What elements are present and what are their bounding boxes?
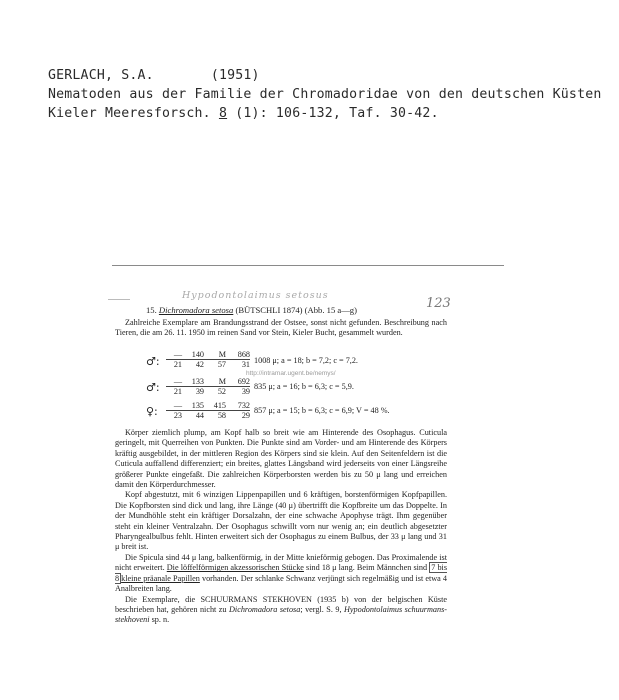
citation-volume: 8 bbox=[218, 106, 228, 121]
separator-line bbox=[112, 265, 504, 266]
formula-stats: 835 μ; a = 16; b = 6,3; c = 5,9. bbox=[254, 382, 354, 391]
intro-paragraph: Zahlreiche Exemplare am Brandungsstrand der Ostsee, sonst nicht gefunden. Beschreibung nach Tieren, die am 26. 11. 1950 im reinen Sand vor Stein, Kieler Bucht, gesammelt wurden. bbox=[115, 318, 447, 338]
pencil-dash bbox=[108, 299, 130, 300]
paragraph-body: Körper ziemlich plump, am Kopf halb so breit wie am Hinterende des Osophagus. Cuticula geringelt, mit Querreihen von Punkten. Die Punkte sind am Vorder- und am Hinterende des Körpers kräftig ausgebildet, in der mittleren Region des Körpers sind sie klein. Auf den Seitenfeldern ist die Cuticula auffallend differenziert; ein breites, glattes Längsband wird jederseits von einer Längsreihe größerer Punkte eingefaßt. Die zahlreichen Körperborsten werden bis zu 50 μ lang und erreichen damit den Körperdurchmesser. bbox=[115, 428, 447, 490]
formula-stats: 1008 μ; a = 18; b = 7,2; c = 7,2. bbox=[254, 356, 358, 365]
citation-author-line bbox=[48, 68, 260, 83]
document-page: GERLACH, S.A. (1951) Nematoden aus der Familie der Chromadoridae von den deutschen Küsten Kieler Meeresforsch. 8 (1): 106-132, Taf. 30-42. Hypodontolaimus setosus 123 15. Dichromadora setosa (BÜTSCHLI 1874) (Abb. 15 a—g) Zahlreiche Exemplare am Brandungsstrand der Ostsee, sonst nicht gefunden. Beschreibung nach Tieren, die am 26. 11. 1950 im reinen Sand vor Stein, Kieler Bucht, gesammelt wurden. ♂: — 140 M 868 21 42 57 31 1008 μ; a = 18; b = 7,2; c = 7,2. ♂: — 133 M 692 21 39 52 39 835 μ; a = 16; b = 6,3; c = 5,9. http://intramar.ugent.be/nemys/ ♀: — 135 415 732 23 44 58 29 857 μ; a = 15; b = 6,3; c = 6,9; V = 48 %. Körper ziemlich plump, am Kopf halb so breit wie am Hinterende des Osophagus. Cuticula geringelt, mit Querreihen von Punkten. Die Punkte sind am Vorder- und am Hinterende des Körpers kräftig ausgebildet, in der mittleren Region des Körpers sind sie klein. Auf den Seitenfeldern ist die Cuticula auffallend differenziert; ein breites, glattes Längsband wird jederseits von einer Längsreihe größerer Punkte eingefaßt. Die zahlreichen Körperborsten werden bis zu 50 μ lang und erreichen damit den Körperdurchmesser. Kopf abgestutzt, mit 6 winzigen Lippenpapillen und 6 kräftigen, borstenförmigen Kopfpapillen. Die Kopfborsten sind dick und lang, ihre Länge (40 μ) übertrifft die Kopfbreite um das Doppelte. In der Mundhöhle steht ein kräftiger Dorsalzahn, der eine schwache Apophyse trägt. Ihm gegenüber steht ein kleiner Ventralzahn. Der Osophagus schwillt vorn nur wenig an; ein deutlich abgesetzter Pharyngealbulbus fehlt. Hinten erweitert sich der Osophagus zu einem Bulbus, der 33 μ lang und 31 μ breit ist. Die Spicula sind 44 μ lang, balkenförmig, in der Mitte knieförmig gebogen. Das Proximalende ist nicht erweitert. Die löffelförmigen akzessorischen Stücke sind 18 μ lang. Beim Männchen sind 7 bis 8 kleine präanale Papillen vorhanden. Der schlanke Schwanz verjüngt sich regelmäßig und ist etwa 4 Analbreiten lang. Die Exemplare, die SCHUURMANS STEKHOVEN (1935 b) von der belgischen Küste beschrieben hat, gehören nicht zu Dichromadora setosa; vergl. S. 9, Hypodontolaimus schuurmans-stekhoveni sp. n. bbox=[48, 68, 602, 625]
citation-author: GERLACH, S.A. bbox=[48, 68, 154, 83]
male-symbol: ♂: bbox=[146, 381, 160, 394]
handwritten-page-number: 123 bbox=[426, 296, 451, 311]
female-symbol: ♀: bbox=[146, 405, 158, 418]
citation-title: Nematoden aus der Familie der Chromadoridae von den deutschen Küsten bbox=[48, 87, 602, 102]
watermark-url: http://intramar.ugent.be/nemys/ bbox=[246, 370, 336, 377]
paragraph-head: Kopf abgestutzt, mit 6 winzigen Lippenpapillen und 6 kräftigen, borstenförmigen Kopfpapillen. Die Kopfborsten sind dick und lang, ihre Länge (40 μ) übertrifft die Kopfbreite um das Doppelte. In der Mundhöhle steht ein kräftiger Dorsalzahn, der eine schwache Apophyse trägt. Ihm gegenüber steht ein kleiner Ventralzahn. Der Osophagus schwillt vorn nur wenig an; ein deutlich abgesetzter Pharyngealbulbus fehlt. Hinten erweitert sich der Osophagus zu einem Bulbus, der 33 μ lang und 31 μ breit ist. bbox=[115, 490, 447, 552]
male-symbol: ♂: bbox=[146, 355, 160, 368]
citation-year: (1951) bbox=[210, 68, 260, 83]
paragraph-spicula: Die Spicula sind 44 μ lang, balkenförmig, in der Mitte knieförmig gebogen. Das Proximalende ist nicht erweitert. Die löffelförmigen akzessorischen Stücke sind 18 μ lang. Beim Männchen sind 7 bis 8 kleine präanale Papillen vorhanden. Der schlanke Schwanz verjüngt sich regelmäßig und ist etwa 4 Analbreiten lang. bbox=[115, 552, 448, 594]
body-text bbox=[115, 428, 447, 626]
species-heading: 15. Dichromadora setosa (BÜTSCHLI 1874) (Abb. 15 a—g) bbox=[146, 305, 357, 315]
citation-journal: Kieler Meeresforsch. 8 (1): 106-132, Taf. 30-42. bbox=[48, 106, 439, 121]
pencil-annotation: Hypodontolaimus setosus bbox=[182, 290, 329, 301]
paragraph-remark: Die Exemplare, die SCHUURMANS STEKHOVEN (1935 b) von der belgischen Küste beschrieben hat, gehören nicht zu Dichromadora setosa; vergl. S. 9, Hypodontolaimus schuurmans-stekhoveni sp. n. bbox=[115, 594, 447, 625]
species-name: Dichromadora setosa bbox=[158, 305, 234, 315]
formula-stats: 857 μ; a = 15; b = 6,3; c = 6,9; V = 48 %. bbox=[254, 406, 390, 415]
